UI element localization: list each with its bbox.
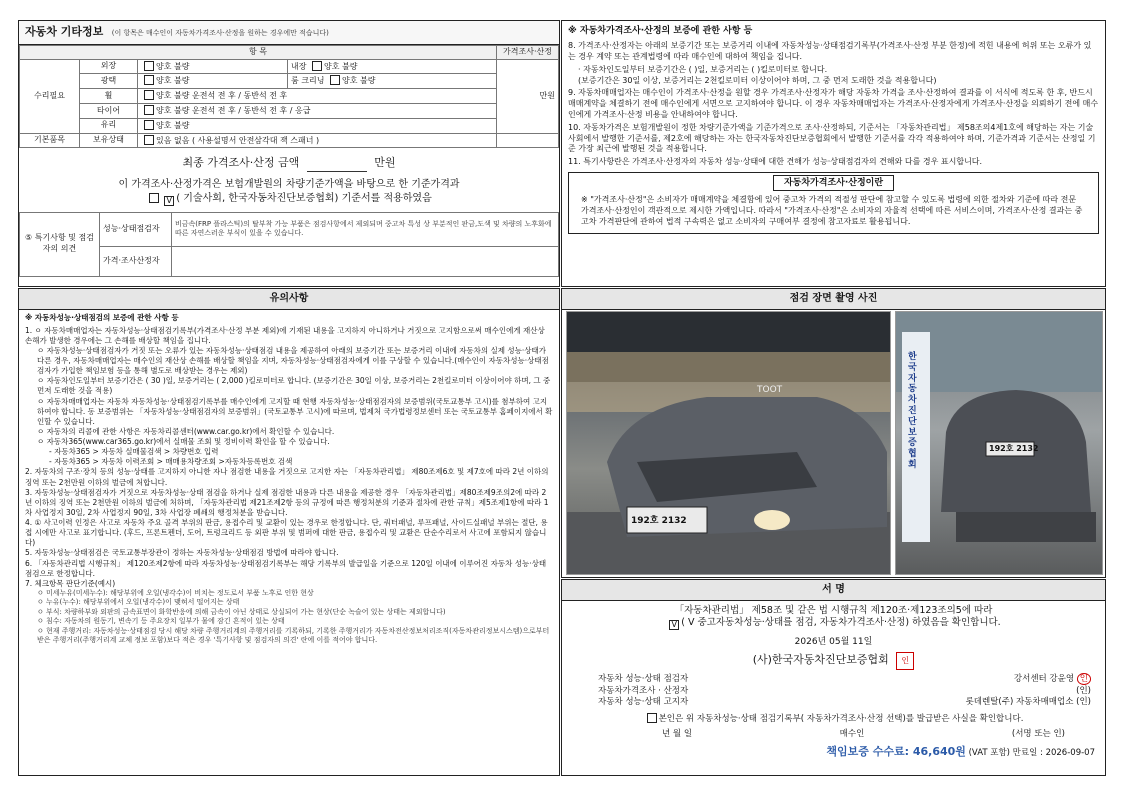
basis-line1: 이 가격조사·산정가격은 보험개발원의 차량기준가액을 바탕으로 한 기준가격과 [118, 179, 460, 191]
buyer-date: 년 월 일 [662, 729, 693, 740]
building-sign: 한국자동차진단보증협회 [908, 352, 917, 470]
org-name: (사)한국자동차진단보증협회 [752, 653, 889, 667]
warranty-panel [561, 20, 1106, 287]
note-item: - 자동차365 > 자동차 실매물검색 > 차량번호 입력 [49, 447, 219, 457]
price-info-text: ※ "가격조사·산정"은 소비자가 매매계약을 체결함에 있어 중고차 가격의 적절성 판단에 참고할 수 있도록 법령에 의한 절차와 기준에 따라 전문 가격조사·산정인이 객관적으로 제시한 가액입니다. 따라서 "가격조사·산정"은 소비자의 자율적 선택에 따른 서비스이며, 가격조사·산정 결과는 중고차 가격판단에 관하여 법적 구속력은 없고 소비자의 구매여부 결정에 참고자료로 활용됩니다. [581, 195, 1083, 226]
row-label: 휠 [80, 89, 138, 104]
photos-panel [561, 288, 1106, 578]
checkbox[interactable] [144, 90, 154, 100]
front-plate: 192호 2132 [631, 516, 687, 526]
basis-line2-text: ( 기술사회, 한국자동차진단보증협회) 기준서를 적용하였음 [176, 192, 432, 204]
note-item: ㅇ 침수: 자동차의 원동기, 변속기 등 주요장치 일부가 물에 잠긴 흔적이 있는 상태 [37, 617, 285, 626]
note-item: 5. 자동차성능·상태점검은 국토교통부장관이 정하는 자동차성능·상태점검 방법에 따라야 합니다. [25, 548, 339, 558]
checkbox[interactable] [330, 75, 340, 85]
row-label: 광택 [80, 74, 138, 89]
buyer-sign: (서명 또는 인) [1011, 729, 1065, 740]
col-item: 항 목 [20, 45, 497, 59]
checkbox[interactable] [144, 135, 154, 145]
note-item: - 자동차365 > 자동차 이력조회 > 매매용차량조회 >자동차등록번호 검색 [49, 457, 293, 467]
basic-sub: 보유상태 [80, 133, 138, 148]
final-price-input[interactable] [307, 156, 367, 172]
signer-mark: (인) [1076, 685, 1091, 696]
special-price-label: 가격·조사산정자 [100, 246, 172, 276]
checkbox[interactable]: V [669, 620, 679, 630]
final-price-unit: 만원 [374, 156, 396, 170]
price-info-title: 자동차가격조사·산정이란 [773, 175, 894, 191]
rear-car-photo [895, 311, 1103, 575]
note-item: ㅇ 현재 주행거리: 자동차성능·상태점검 당시 해당 차량 주행거리계의 주행거리를 기록하되, 기록한 주행거리가 자동차전산정보처리조직(자동차관리정보시스템)으로부터 받은 주행거리(주행거리계 교체 정보 포함)보다 적은 경우 '특기사항 및 점검자의 의견' 란에 이를 적어야 합니다. [37, 626, 550, 645]
checkbox[interactable] [144, 61, 154, 71]
warranty-item: 8. 가격조사·산정자는 아래의 보증기간 또는 보증거리 이내에 자동차성능·상태점검기록부(가격조사·산정 부분 한정)에 적힌 내용에 허위 또는 오류가 있는 경우 계약 또는 관계법령에 따라 매수인에 대하여 책임을 집니다. [568, 41, 1092, 61]
special-perf-text: 비금속(FRP 플라스틱)의 탈부착 가능 부품은 점검사항에서 제외되며 중고차 특성 상 부분적인 판금,도색 및 차량의 노후화에 따른 자연스러운 부식이 있을 수 있습니다. [172, 212, 559, 246]
special-perf-label: 성능·상태점검자 [100, 212, 172, 246]
note-item: ㅇ 자동차의 리콜에 관한 사항은 자동차리콜센터(www.car.go.kr)에서 확인할 수 있습니다. [37, 426, 335, 436]
note-item: ㅇ 자동차365(www.car365.go.kr)에서 실매물 조회 및 정비이력 확인을 할 수 있습니다. [37, 437, 330, 446]
checkbox[interactable] [312, 61, 322, 71]
row-text2: 양호 불량 [324, 61, 358, 71]
sign-line1: 「자동차관리법」 제58조 및 같은 법 시행규칙 제120조·제123조의5에 따라 [674, 604, 993, 616]
signer-role: 자동차가격조사 · 산정자 [598, 685, 689, 696]
warranty-item: · 자동차인도일부터 보증기간은 ( )일, 보증거리는 ( )킬로미터로 합니다. [578, 64, 828, 74]
buyer-label: 매수인 [839, 729, 865, 740]
row-text: 양호 불량 [156, 61, 190, 71]
warranty-title: ※ 자동차가격조사·산정의 보증에 관한 사항 등 [568, 26, 753, 36]
buyer-row [662, 729, 1065, 740]
signer-stamp: 인 [1077, 673, 1091, 685]
confirm-text: 본인은 위 자동차성능·상태 점검기록부( 자동차가격조사·산정 선택)를 발급받은 사실을 확인합니다. [658, 713, 1024, 724]
special-table [19, 212, 559, 277]
warranty-item: 11. 특기사항란은 가격조사·산정자의 자동차 성능·상태에 대한 견해가 성능·상태점검자의 견해와 다를 경우 표시합니다. [568, 157, 983, 167]
row-text: 양호 불량 운전석 전 후 / 동반석 전 후 / 응급 [156, 106, 311, 116]
note-item: 4. ① 사고이력 인정은 사고로 자동차 주요 골격 부위의 판금, 용접수리 및 교환이 있는 경우로 한정합니다. 단, 쿼터패널, 루프패널, 사이드실패널 부위는 절단, 용접 시에만 사고로 표기합니다. (후드, 프론트펜더, 도어, 트렁크리드 등 외판 부위 및 범퍼에 대한 판금, 용접수리 및 교환은 단순수리로서 사고에 포함되지 않습니다) [25, 518, 548, 548]
notes-body [19, 310, 559, 649]
final-price-label: 최종 가격조사·산정 금액 [182, 156, 300, 170]
basic-text: 있음 없음 ( 사용설명서 안전삼각대 잭 스패너 ) [156, 135, 320, 145]
note-item: 3. 자동차성능·상태점검자가 거짓으로 자동차성능·상태 점검을 하거나 실제 점검한 내용과 다른 내용을 제공한 경우 「자동차관리법」제80조제9조의2에 따라 2년 이하의 징역 또는 2천만원 이하의 벌금에 처하며, 「자동차관리법 제21조제2항 등의 규정에 따른 행정처분의 기준과 절차에 관한 규칙」제5조제1항에 따라 1차 사업정지 30일, 2차 사업정지 90일, 3차 사업장 폐쇄의 행정처분을 받습니다. [25, 487, 549, 517]
checkbox[interactable] [144, 75, 154, 85]
checkbox[interactable] [144, 105, 154, 115]
col-price: 가격조사·산정 [497, 45, 559, 59]
warranty-item: 10. 자동차가격은 보험개발원이 정한 차량기준가액을 기준가격으로 조사·산정하되, 기준서는 「자동차관리법」 제58조의4제1호에 해당하는 자는 기술사회에서 발행한 기준서를, 제2호에 해당하는 자는 한국자동차진단보증협회에서 발행한 기준서를 각각 적용하여야 하며, 기준가격과 기준서는 산정일 기준 가장 최근에 발행된 것을 적용합니다. [568, 122, 1096, 154]
org-seal: 인 [896, 652, 914, 670]
signer-role: 자동차 성능·상태 점검자 [598, 674, 689, 685]
row-text2: 양호 불량 [342, 76, 376, 86]
note-item: 2. 자동차의 구조·장치 등의 성능·상태를 고지하지 아니한 자나 점검한 내용을 거짓으로 고지한 자는 「자동차관리법」 제80조제6호 및 제7호에 따라 2년 이하의 징역 또는 2천만원 이하의 벌금에 처합니다. [25, 467, 549, 487]
row-label2: 내장 [291, 61, 307, 71]
other-info-panel [18, 20, 560, 287]
notes-panel [18, 288, 560, 776]
note-item: 7. 체크항목 판단기준(예시) [25, 578, 116, 588]
row-text: 양호 불량 운전석 전 후 / 동반석 전 후 [156, 91, 288, 101]
fee-amount: 책임보증 수수료: 46,640원 [826, 744, 966, 758]
confirm-line [562, 713, 1105, 725]
signer-name: 강서센터 강윤영 [1013, 674, 1075, 685]
signer-name: 롯데렌탈(주) 자동차매매업소 [965, 697, 1074, 708]
checkbox[interactable]: V [164, 196, 174, 206]
sign-line2 [562, 617, 1105, 630]
signer-row [598, 686, 1091, 697]
row-label2: 룸 크리닝 [291, 76, 325, 86]
checkbox[interactable] [144, 120, 154, 130]
signer-list [598, 674, 1091, 708]
signature-panel [561, 579, 1106, 776]
note-item: 6. 「자동차관리법 시행규칙」 제120조제2항에 따라 자동차성능·상태점검기록부는 해당 기록부의 발급일을 기준으로 120일 이내에 이루어진 자동차 성능·상태점검으로 한정합니다. [25, 558, 547, 578]
signature-title: 서 명 [562, 580, 1105, 601]
signer-row [598, 674, 1091, 685]
other-info-subtitle: (이 항목은 매수인이 자동차가격조사·산정을 원하는 경우에만 적습니다) [111, 29, 329, 37]
sign-line2-text: ( V 중고자동차성능·상태를 점검, 자동차가격조사·산정) 하였음을 확인합니다. [681, 617, 1001, 629]
group-repair: 수리필요 [20, 59, 80, 133]
price-info-box [568, 172, 1099, 235]
warranty-item: 9. 자동차매매업자는 매수인이 가격조사·산정을 원할 경우 가격조사·산정자가 해당 자동차 가격을 조사·산정하여 결과를 이 서식에 적도록 한 후, 반드시 매매계약을 체결하기 전에 매수인에게 서면으로 고지하여야 합니다. 이 경우 자동차매매업자는 가격조사·산정자에게 가격조사·산정을 의뢰하기 전에 매수인에게 가격조사·산정 비용을 안내하여야 합니다. [568, 88, 1099, 119]
note-item: ㅇ 미세누유(미세누수): 해당부위에 오일(냉각수)이 비치는 정도로서 부품 노후로 인한 현상 [37, 588, 314, 597]
other-info-title: 자동차 기타정보 [25, 25, 104, 38]
signer-role: 자동차 성능·상태 고지자 [598, 697, 689, 708]
note-item: ㅇ 자동차인도일부터 보증기간은 ( 30 )일, 보증거리는 ( 2,000 )킬로미터로 합니다. (보증기간은 30일 이상, 보증거리는 2천킬로미터 이상이어야 하며, 그 중 먼저 도래한 것을 적용) [37, 376, 551, 396]
sign-month: 05월 [829, 637, 850, 648]
checkbox[interactable] [149, 193, 159, 203]
special-label: ⑤ 특기사항 및 점검자의 의견 [20, 212, 100, 276]
sign-day: 11일 [852, 637, 873, 648]
other-info-table [19, 45, 559, 149]
basic-label: 기본품목 [20, 133, 80, 148]
warranty-item: (보증기간은 30일 이상, 보증거리는 2천킬로미터 이상이어야 하며, 그 중 먼저 도래한 것을 적용합니다) [578, 75, 937, 85]
note-item: ㅇ 누유(누수): 해당부위에서 오일(냉각수)이 맺혀서 떨어지는 상태 [37, 598, 240, 607]
checkbox[interactable] [647, 713, 657, 723]
note-item: ㅇ 자동차매매업자는 자동차 자동차성능·상태점검기록부를 매수인에게 고지할 때 현행 자동차성능·상태점검자의 보증범위(국토교통부 고시)를 첨부하여 고지하여야 합니다. 동 보증범위는 「자동차성능·상태점검자의 보증범위」(국토교통부 고시)에 따르며, 법제처 국가법령정보센터 또는 국토교통부 홈페이지에서 확인할 수 있습니다. [37, 396, 553, 426]
basis-line2 [19, 192, 559, 206]
note-item: ㅇ 부식: 차량하부와 외판의 금속표면이 화학반응에 의해 금속이 아닌 상태로 상실되어 가는 현상(단순 녹슬어 있는 상태는 제외합니다) [37, 607, 446, 616]
front-car-photo [566, 311, 891, 575]
row-label: 타이어 [80, 104, 138, 119]
final-price-row [19, 156, 559, 172]
row-label: 외장 [80, 59, 138, 74]
notes-heading: ※ 자동차성능·상태점검의 보증에 관한 사항 등 [25, 312, 179, 322]
sign-year: 2026년 [794, 637, 827, 648]
rear-plate: 192호 2132 [989, 444, 1039, 453]
signer-row [598, 697, 1091, 708]
note-item: ㅇ 자동차성능·상태점검자가 거짓 또는 오류가 있는 자동차성능·상태점검 내용을 제공하여 아래의 보증기간 또는 보증거리 이내에 자동차의 실제 성능·상태가 다른 경우, 자동차매매업자는 매수인의 재산상 손해를 배상할 책임을 지며, 자동차성능·상태점검자에게 이를 구상할 수 있습니다.(매수인이 자동차성능·상태점검자가 가입한 책임보험 등을 통해 별도로 배상받는 경우는 제외) [37, 345, 549, 376]
sign-date [562, 636, 1105, 648]
fee-row [562, 745, 1095, 760]
notes-title: 유의사항 [19, 289, 559, 310]
store-sign: TOOT [757, 385, 783, 395]
repair-price: 만원 [497, 59, 559, 133]
front-car-illustration [567, 312, 891, 575]
note-item: 1. ㅇ 자동차매매업자는 자동차성능·상태점검기록부(가격조사·산정 부분 제외)에 기재된 내용을 고지하지 아니하거나 거짓으로 고지함으로써 매수인에게 재산상 손해가 발생한 경우에는 그 손해를 배상할 책임을 집니다. [25, 325, 545, 345]
signer-mark: (인) [1076, 697, 1091, 708]
row-text: 양호 불량 [156, 120, 190, 130]
row-label: 유리 [80, 118, 138, 133]
sign-org [562, 652, 1105, 670]
fee-note: (VAT 포함) 만료일 : 2026-09-07 [968, 747, 1095, 758]
photos-title: 점검 장면 촬영 사진 [562, 289, 1105, 310]
row-text: 양호 불량 [156, 76, 190, 86]
